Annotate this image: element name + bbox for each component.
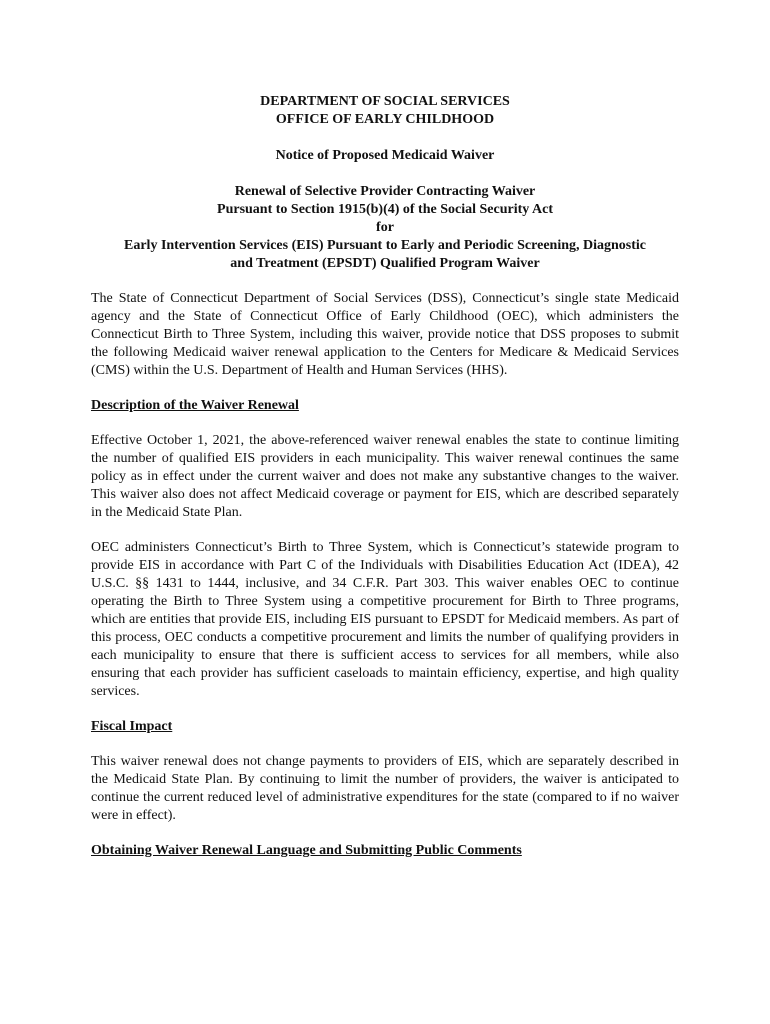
waiver-title-line-2: Pursuant to Section 1915(b)(4) of the Social Security Act	[217, 202, 553, 217]
document-header	[91, 93, 679, 273]
waiver-title-line-4: Early Intervention Services (EIS) Pursuant to Early and Periodic Screening, Diagnostic	[124, 238, 646, 253]
office-name: OFFICE OF EARLY CHILDHOOD	[275, 112, 495, 127]
fiscal-impact-paragraph: This waiver renewal does not change payments to providers of EIS, which are separately described in the Medicaid State Plan. By continuing to limit the number of providers, the waiver is anticipated to continue the current reduced level of administrative expenditures for the state (compared to if no waiver were in effect).	[91, 754, 679, 823]
notice-title: Notice of Proposed Medicaid Waiver	[275, 148, 495, 163]
intro-paragraph: The State of Connecticut Department of Social Services (DSS), Connecticut’s single state Medicaid agency and the State of Connecticut Office of Early Childhood (OEC), which administers the Connecticut Birth to Three System, including this waiver, provide notice that DSS proposes to submit the following Medicaid waiver renewal application to the Centers for Medicare & Medicaid Services (CMS) within the U.S. Department of Health and Human Services (HHS).	[91, 291, 679, 378]
description-heading: Description of the Waiver Renewal	[91, 398, 299, 413]
department-name: DEPARTMENT OF SOCIAL SERVICES	[260, 94, 510, 109]
description-paragraph-2: OEC administers Connecticut’s Birth to Three System, which is Connecticut’s statewide program to provide EIS in accordance with Part C of the Individuals with Disabilities Education Act (IDEA), 42 U.S.C. §§ 1431 to 1444, inclusive, and 34 C.F.R. Part 303. This waiver enables OEC to continue operating the Birth to Three System using a competitive procurement for Birth to Three programs, which are entities that provide EIS, including EIS pursuant to EPSDT for Medicaid members. As part of this process, OEC conducts a competitive procurement and limits the number of qualifying providers in each municipality to ensure that there is sufficient access to services for all members, while also ensuring that each provider has sufficient caseloads to maintain efficiency, expertise, and high quality services.	[91, 540, 679, 699]
document-page	[91, 93, 679, 860]
description-paragraph-1: Effective October 1, 2021, the above-referenced waiver renewal enables the state to continue limiting the number of qualified EIS providers in each municipality. This waiver renewal continues the same policy as in effect under the current waiver and does not make any substantive changes to the waiver. This waiver also does not affect Medicaid coverage or payment for EIS, which are described separately in the Medicaid State Plan.	[91, 433, 679, 520]
fiscal-impact-heading: Fiscal Impact	[91, 719, 173, 734]
waiver-title-line-5: and Treatment (EPSDT) Qualified Program Waiver	[230, 256, 540, 271]
waiver-title-line-3: for	[376, 220, 394, 235]
waiver-title-line-1: Renewal of Selective Provider Contracting Waiver	[234, 184, 536, 199]
obtaining-waiver-heading: Obtaining Waiver Renewal Language and Submitting Public Comments	[91, 843, 522, 858]
